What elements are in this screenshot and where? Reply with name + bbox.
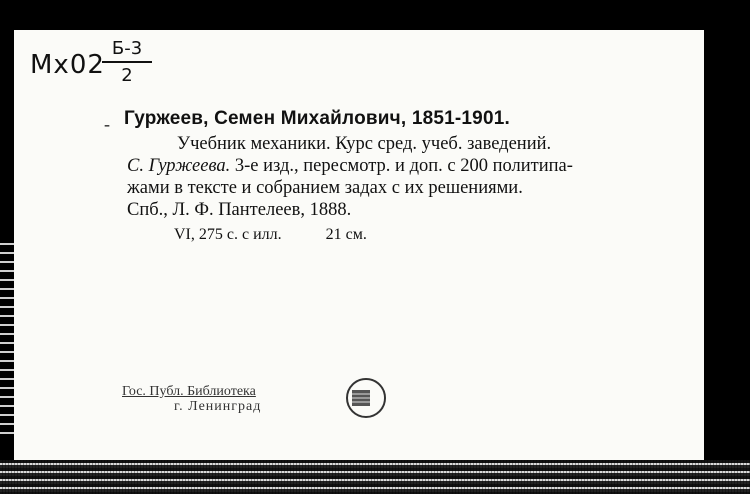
collation bbox=[174, 226, 367, 244]
library-stamp bbox=[122, 384, 261, 414]
shelf-fraction-numerator: Б-3 bbox=[102, 38, 152, 63]
scan-border-right bbox=[704, 30, 750, 460]
shelfmark: Мх02 bbox=[30, 50, 105, 80]
library-seal-icon bbox=[344, 376, 388, 420]
author-heading: Гуржеев, Семен Михайлович, 1851-1901. bbox=[124, 108, 510, 129]
shelf-fraction bbox=[102, 38, 152, 86]
catalog-card bbox=[14, 30, 704, 460]
collation-size: 21 см. bbox=[325, 226, 367, 243]
stamp-line-1: Гос. Публ. Библиотека bbox=[122, 384, 256, 399]
description-line-4: Спб., Л. Ф. Пантелеев, 1888. bbox=[127, 200, 352, 220]
description-line-3: жами в тексте и собранием задах с их решениями. bbox=[127, 178, 523, 198]
stamp-line-2: г. Ленинград bbox=[174, 399, 262, 414]
collation-pages: VI, 275 с. с илл. bbox=[174, 226, 282, 243]
scan-noise-left bbox=[0, 240, 14, 440]
shelf-fraction-denominator: 2 bbox=[121, 65, 133, 86]
heading-dash: - bbox=[104, 114, 110, 134]
description-line-2 bbox=[127, 155, 687, 177]
description-body bbox=[127, 133, 687, 221]
description-line-1: Учебник механики. Курс сред. учеб. заведений. bbox=[177, 134, 552, 154]
description-line-2-rest: 3-е изд., пересмотр. и доп. с 200 политипа- bbox=[230, 156, 573, 176]
author-italic: С. Гуржеева. bbox=[127, 156, 231, 176]
scan-noise-bottom bbox=[0, 460, 750, 494]
